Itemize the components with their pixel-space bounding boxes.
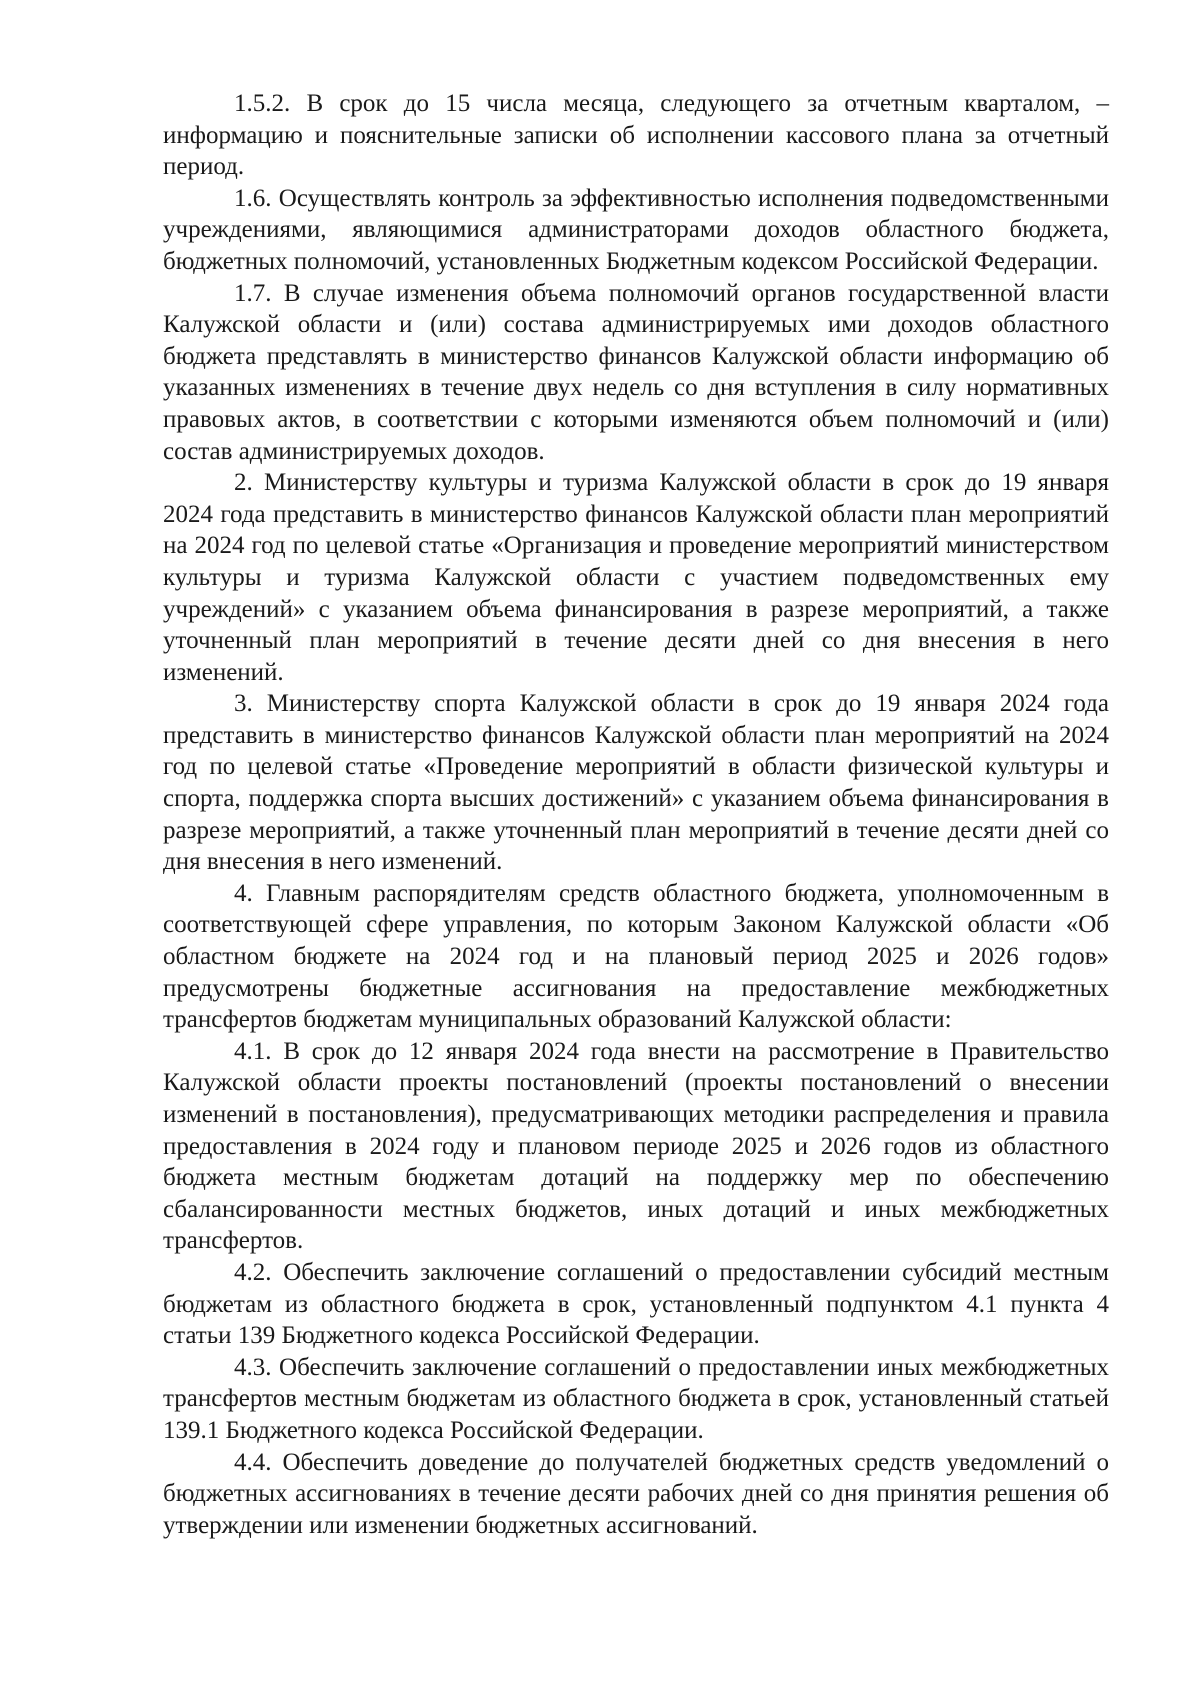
document-body [163,88,1109,1541]
paragraph-2: 2. Министерству культуры и туризма Калужской области в срок до 19 января 2024 года представить в министерство финансов Калужской области план мероприятий на 2024 год по целевой статье «Организация и проведение мероприятий министерством культуры и туризма Калужской области с участием подведомственных ему учреждений» с указанием объема финансирования в разрезе мероприятий, а также уточненный план мероприятий в течение десяти дней со дня внесения в него изменений. [163,469,1109,686]
paragraph-4-2: 4.2. Обеспечить заключение соглашений о предоставлении субсидий местным бюджетам из областного бюджета в срок, установленный подпунктом 4.1 пункта 4 статьи 139 Бюджетного кодекса Российской Федерации. [163,1258,1109,1350]
paragraph-4-3: 4.3. Обеспечить заключение соглашений о предоставлении иных межбюджетных трансфертов местным бюджетам из областного бюджета в срок, установленный статьей 139.1 Бюджетного кодекса Российской Федерации. [163,1353,1109,1444]
paragraph-1-6: 1.6. Осуществлять контроль за эффективностью исполнения подведомственными учреждениями, являющимися администраторами доходов областного бюджета, бюджетных полномочий, установленных Бюджетным кодексом Российской Федерации. [163,184,1109,275]
paragraph-4: 4. Главным распорядителям средств областного бюджета, уполномоченным в соответствующей сфере управления, по которым Законом Калужской области «Об областном бюджете на 2024 год и на плановый период 2025 и 2026 годов» предусмотрены бюджетные ассигнования на предоставление межбюджетных трансфертов бюджетам муниципальных образований Калужской области: [163,879,1109,1034]
paragraph-4-1: 4.1. В срок до 12 января 2024 года внести на рассмотрение в Правительство Калужской области проекты постановлений (проекты постановлений о внесении изменений в постановления), предусматривающих методики распределения и правила предоставления в 2024 году и плановом периоде 2025 и 2026 годов из областного бюджета местным бюджетам дотаций на поддержку мер по обеспечению сбалансированности местных бюджетов, иных дотаций и иных межбюджетных трансфертов. [163,1037,1109,1255]
paragraph-1-5-2: 1.5.2. В срок до 15 числа месяца, следующего за отчетным кварталом, – информацию и пояснительные записки об исполнении кассового плана за отчетный период. [163,90,1109,181]
paragraph-4-4: 4.4. Обеспечить доведение до получателей бюджетных средств уведомлений о бюджетных ассигнованиях в течение десяти рабочих дней со дня принятия решения об утверждении или изменении бюджетных ассигнований. [163,1448,1109,1539]
paragraph-1-7: 1.7. В случае изменения объема полномочий органов государственной власти Калужской области и (или) состава администрируемых ими доходов областного бюджета представлять в министерство финансов Калужской области информацию об указанных изменениях в течение двух недель со дня вступления в силу нормативных правовых актов, в соответствии с которыми изменяются объем полномочий и (или) состав администрируемых доходов. [163,279,1109,465]
paragraph-3: 3. Министерству спорта Калужской области в срок до 19 января 2024 года представить в министерство финансов Калужской области план мероприятий на 2024 год по целевой статье «Проведение мероприятий в области физической культуры и спорта, поддержка спорта высших достижений» с указанием объема финансирования в разрезе мероприятий, а также уточненный план мероприятий в течение десяти дней со дня внесения в него изменений. [163,690,1109,876]
